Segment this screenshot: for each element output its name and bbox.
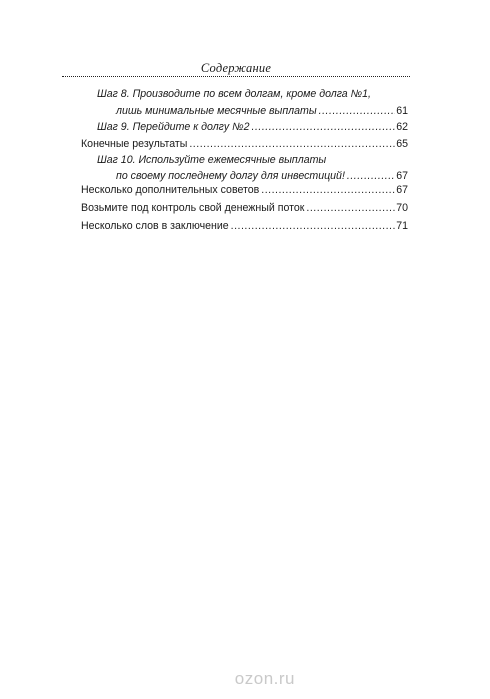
dot-leader	[261, 184, 395, 197]
toc-entry-title: Шаг 10. Используйте ежемесячные выплаты	[97, 154, 327, 166]
dot-leader	[252, 121, 396, 134]
toc-entry-title: Конечные результаты	[81, 138, 188, 150]
toc-entry-title: Возьмите под контроль свой денежный поток	[81, 202, 305, 214]
toc-entry-title: Шаг 9. Перейдите к долгу №2	[97, 121, 250, 133]
dot-leader	[319, 105, 396, 118]
dot-leader	[231, 220, 396, 233]
running-title: Содержание	[200, 61, 272, 75]
dot-leader	[189, 138, 395, 151]
toc-entry-final-results[interactable]	[81, 138, 408, 151]
toc-entry-title-continued: по своему последнему долгу для инвестиций!	[116, 170, 345, 182]
toc-entry-title: Несколько слов в заключение	[81, 220, 229, 232]
toc-entry-title: Шаг 8. Производите по всем долгам, кроме долга №1,	[97, 88, 371, 100]
dot-leader	[347, 170, 395, 183]
toc-entry-step-8[interactable]	[97, 88, 408, 118]
toc-entry-title-continued: лишь минимальные месячные выплаты	[116, 105, 317, 117]
toc-page-number: 61	[396, 105, 408, 117]
toc-entry-cash-flow[interactable]	[81, 202, 408, 215]
toc-page-number: 71	[396, 220, 408, 232]
toc-page-number: 70	[396, 202, 408, 214]
toc-entry-step-9[interactable]	[97, 121, 408, 134]
toc-entry-step-10[interactable]	[97, 154, 408, 183]
toc-page-number: 67	[396, 170, 408, 182]
toc-entry-conclusion[interactable]	[81, 220, 408, 233]
toc-entry-title: Несколько дополнительных советов	[81, 184, 260, 196]
toc-page-number: 65	[396, 138, 408, 150]
toc-page-number: 67	[396, 184, 408, 196]
ozon-watermark: ozon.ru	[234, 669, 295, 688]
dot-leader	[306, 202, 395, 215]
toc-page-number: 62	[396, 121, 408, 133]
toc-entry-additional-tips[interactable]	[81, 184, 408, 197]
